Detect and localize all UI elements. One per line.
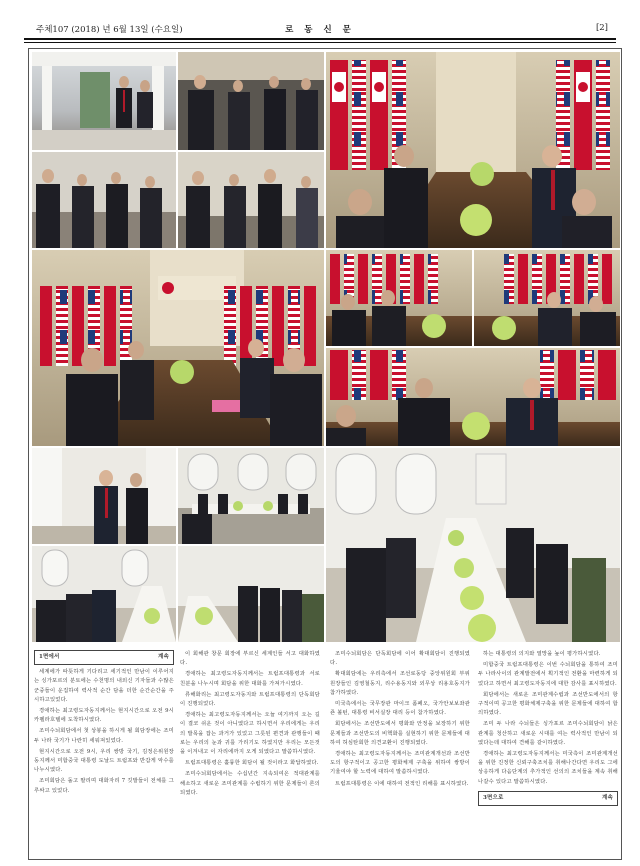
paragraph: 경애하는 최고령도자동지께서는 트럼프대통령과 서로 친분을 나누시며 회담을 위한 대화를 가져가시였다.: [180, 671, 320, 687]
paragraph: 현지시간으로 오전 9시, 우리 쌍방 국기, 김정은위원장동지께서 미합중국 대통령 도날드 트럼프와 반갑게 악수를 나누시였다.: [34, 748, 174, 774]
paragraph: 하는 대통령의 의지와 열망을 높이 평가하시였다.: [483, 651, 601, 657]
photo-lunch-hall: [178, 448, 324, 544]
newspaper-title: 로 동 신 문: [285, 25, 355, 35]
article-column-4: [478, 650, 618, 809]
photo-lunch-right: [178, 546, 324, 642]
continued-from-label: 1면에서: [39, 654, 60, 660]
paragraph: 경애하는 최고령도자동지께서는 조미관계개선과 조선반도의 항구적이고 공고한 평화체제 구축을 위하여 쌍방이 기울여야 할 노력에 대하여 말씀하시였다.: [330, 751, 470, 776]
article-column-3: [330, 650, 470, 791]
photo-lunch-long-table: [326, 448, 620, 642]
paragraph: 조미수뇌회담에서 첫 상봉을 하시게 될 회담장에는 조미 두 나라 국기가 나란히 세워져있었다.: [34, 728, 174, 744]
paragraph: 미합중국 트럼프대통령은 이번 수뇌회담을 통하여 조미 두 나라사이의 관계발전에서 획기적인 전환을 마련하게 되었다고 하면서 최고령도자동지에 대한 감사를 표시하였다.: [478, 662, 618, 687]
paragraph: 경애하는 최고령도자동지께서는 현지시간으로 오전 9시 카펠라호텔에 도착하시였다.: [34, 708, 174, 724]
photo-summit-talks: [326, 52, 620, 248]
paragraph: 이 회해관 창문 회장에 부르신 세계인들 서고 대화하였다.: [180, 651, 320, 667]
continued-to-box: [478, 791, 618, 806]
photo-delegation-handshake: [178, 152, 324, 248]
photo-talks-left: [326, 250, 472, 346]
paragraph: 조미회담은 돌고 팔리며 대화자리 7 깃발들이 전체를 그루싸고 있었다.: [34, 778, 174, 794]
issue-date: 주체107 (2018) 년 6월 13일 (수요일): [36, 25, 183, 35]
continued-label: 계속: [157, 654, 169, 660]
photo-lunch-left: [32, 546, 176, 642]
paragraph: 조미 두 나라 수뇌들은 싱가포르 조미수뇌회담이 낡은 관계를 청산하고 새로운 시대를 여는 력사적인 만남이 되였다는데 대하여 견해를 같이하였다.: [478, 721, 618, 746]
continued-from-box: [34, 650, 174, 665]
photo-leaders-veranda: [32, 52, 176, 150]
photo-delegation-2: [32, 152, 176, 248]
continued-to-label: 3면으로: [483, 794, 504, 801]
paragraph: 트럼프대통령은 훌륭한 회담이 될 것이라고 화답하였다.: [185, 760, 319, 767]
paragraph: 세계에가 따뜻하게 기다리고 세기적인 만남이 이루어지는 싱가포르의 분토에는 수천명의 내외신 기자들과 수많은 군중들이 운집하여 력사적 순간 담을 더한 순간순간을 주시하고있었다.: [34, 669, 174, 703]
page-number: [2]: [595, 23, 608, 33]
header-rule-bottom: [24, 42, 616, 43]
paragraph: 회담에서는 조선반도에서 평화와 안정을 보장하기 위한 문제들과 조선반도의 비핵화를 실현하기 위한 문제들에 대하여 허심탄회한 의견교환이 진행되였다.: [330, 721, 470, 746]
photo-delegation-1: [178, 52, 324, 150]
article-column-2: [180, 650, 320, 800]
paragraph: 트럼프대통령은 이에 대하여 전적인 리해를 표시하였다.: [335, 780, 469, 787]
paragraph: 미국측에서는 국무장관 마이크 폼페오, 국가안보보좌관 죤 볼턴, 대통령 비서실장 대리 등이 참가하였다.: [330, 701, 470, 717]
paragraph: 조미수뇌회담에서는 수십년간 지속되여온 적대관계를 해소하고 새로운 조미관계를 수립하기 위한 문제들이 론의되였다.: [180, 771, 320, 796]
continued-label: 계속: [601, 794, 613, 801]
paragraph: 경애하는 최고령도자동지께서는 오늘 여기까지 오는 길이 결코 쉬운 것이 아니였다고 하시면서 우리에게는 우리의 발목을 잡는 과거가 있었고 그릇된 편견과 관행들이 때로는 우리의 눈과 귀를 가리기도 하였지만 우리는 모든것을 이겨내고 이 자리에까지 오게 되였다고 말씀하시였다.: [180, 712, 320, 756]
paragraph: 경애하는 최고령도자동지께서는 미국측이 조미관계개선을 위한 진정한 신뢰구축조치를 취해나간다면 우리도 그에 상응하게 다음단계의 추가적인 선의의 조치들을 계속 취해나갈수 있다고 말씀하시였다.: [478, 751, 618, 785]
photo-leaders-hallway: [32, 448, 176, 544]
photo-expanded-talks: [32, 250, 324, 446]
newspaper-header: [24, 18, 616, 38]
photo-talks-right: [474, 250, 620, 346]
paragraph: 류해화리는 최고령도자동지와 트럼프대통령의 단독회담이 진행되었다.: [180, 691, 320, 708]
paragraph: 확대회담에는 우리측에서 조선로동당 중앙위원회 부위원장들인 김영철동지, 리수용동지와 외무상 리용호동지가 참가하였다.: [330, 671, 470, 696]
paragraph: 조미수뇌회담은 단독회담에 이어 확대회담이 진행되였다.: [330, 651, 470, 667]
article-column-1: [34, 650, 174, 798]
header-rule-top: [24, 38, 616, 40]
photo-handshake-table: [326, 348, 620, 446]
paragraph: 회담에서는 새로운 조미관계수립과 조선반도에서의 항구적이며 공고한 평화체제구축을 위한 문제들에 대하여 합의하였다.: [478, 691, 618, 717]
